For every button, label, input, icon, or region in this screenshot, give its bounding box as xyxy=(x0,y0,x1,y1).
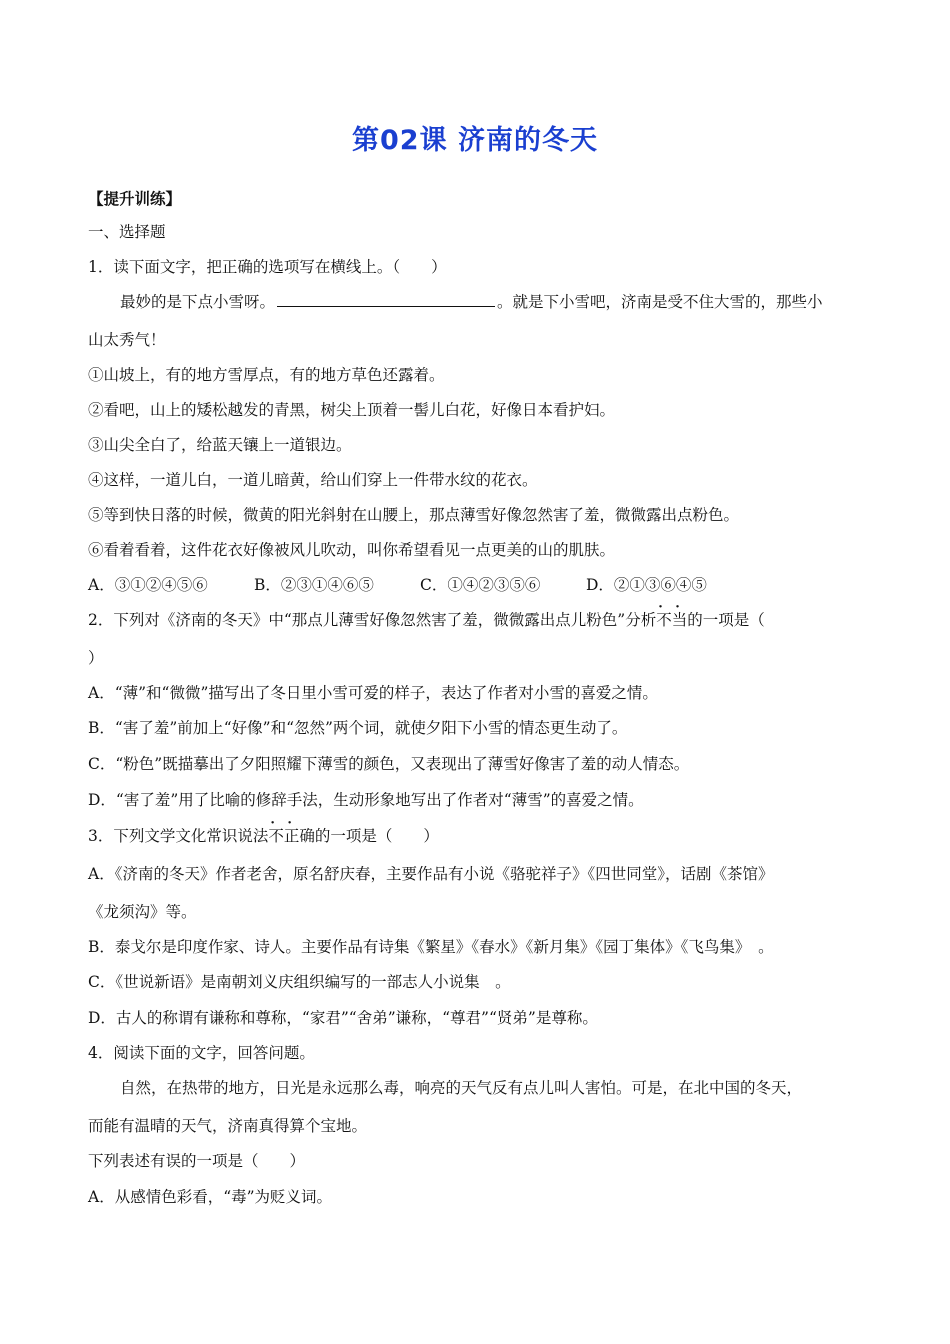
q1-passage-line2: 山太秀气！ xyxy=(88,331,166,349)
q1-item: ①山坡上，有的地方雪厚点，有的地方草色还露着。 xyxy=(88,366,445,384)
q3-stem xyxy=(88,826,439,846)
q1-option-a: A．③①②④⑤⑥ xyxy=(88,576,208,594)
q3-option-b: B．泰戈尔是印度作家、诗人。主要作品有诗集《繁星》《春水》《新月集》《园丁集体》《飞鸟集》 。 xyxy=(88,938,774,956)
q1-option-d: D．②①③⑥④⑤ xyxy=(586,576,707,594)
q4-question: 下列表述有误的一项是（ ） xyxy=(88,1152,306,1170)
q4-passage-line1: 自然，在热带的地方，日光是永远那么毒，响亮的天气反有点儿叫人害怕。可是，在北中国的冬天， xyxy=(120,1079,803,1097)
q2-option-b: B．“害了羞”前加上“好像”和“忽然”两个词，就使夕阳下小雪的情态更生动了。 xyxy=(88,719,628,737)
q2-stem xyxy=(88,610,765,630)
q4-option-a: A．从感情色彩看，“毒”为贬义词。 xyxy=(88,1188,333,1206)
q4-passage-line2: 而能有温晴的天气，济南真得算个宝地。 xyxy=(88,1117,368,1135)
q3-option-c: C．《世说新语》是南朝刘义庆组织编写的一部志人小说集 。 xyxy=(88,973,511,991)
q1-item: ④这样，一道儿白，一道儿暗黄，给山们穿上一件带水纹的花衣。 xyxy=(88,471,538,489)
q3-stem-post: 的一项是（ ） xyxy=(314,827,439,845)
q2-option-c: C．“粉色”既描摹出了夕阳照耀下薄雪的颜色，又表现出了薄雪好像害了羞的动人情态。 xyxy=(88,755,690,773)
q3-emphasis-mark: · · 不正确 xyxy=(268,826,315,846)
q2-stem-line2: ） xyxy=(88,649,104,667)
section-heading: 【提升训练】 xyxy=(88,190,182,208)
q1-passage-after: 。就是下小雪吧，济南是受不住大雪的，那些小 xyxy=(497,293,823,311)
q2-option-d: D．“害了羞”用了比喻的修辞手法，生动形象地写出了作者对“薄雪”的喜爱之情。 xyxy=(88,791,644,809)
q1-passage xyxy=(120,292,823,312)
q2-stem-post: 的一项是（ xyxy=(687,611,765,629)
q1-item: ③山尖全白了，给蓝天镶上一道银边。 xyxy=(88,436,352,454)
q2-option-a: A．“薄”和“微微”描写出了冬日里小雪可爱的样子，表达了作者对小雪的喜爱之情。 xyxy=(88,684,658,702)
q3-stem-pre: 3．下列文学文化常识说法 xyxy=(88,827,269,845)
q1-answer-blank[interactable] xyxy=(277,292,495,307)
q1-item: ⑥看着看着，这件花衣好像被风儿吹动，叫你希望看见一点更美的山的肌肤。 xyxy=(88,541,616,559)
q1-item: ②看吧，山上的矮松越发的青黑，树尖上顶着一髻儿白花，好像日本看护妇。 xyxy=(88,401,616,419)
q2-emphasis-mark: · · 不当 xyxy=(656,610,687,630)
q2-stem-pre: 2．下列对《济南的冬天》中“那点儿薄雪好像忽然害了羞，微微露出点儿粉色”分析 xyxy=(88,611,657,629)
q1-option-c: C．①④②③⑤⑥ xyxy=(420,576,541,594)
q1-stem: 1．读下面文字，把正确的选项写在横线上。（ ） xyxy=(88,258,447,276)
q3-option-a-cont: 《龙须沟》等。 xyxy=(88,903,197,921)
page-title: 第02课 济南的冬天 xyxy=(352,125,598,156)
part-heading: 一、选择题 xyxy=(88,223,166,241)
q1-item: ⑤等到快日落的时候，微黄的阳光斜射在山腰上，那点薄雪好像忽然害了羞，微微露出点粉色。 xyxy=(88,506,740,524)
q4-stem: 4．阅读下面的文字，回答问题。 xyxy=(88,1044,315,1062)
q1-options xyxy=(88,575,707,595)
q3-option-d: D．古人的称谓有谦称和尊称，“家君”“舍弟”谦称，“尊君”“贤弟”是尊称。 xyxy=(88,1009,598,1027)
q1-option-b: B．②③①④⑥⑤ xyxy=(254,576,374,594)
q3-option-a: A．《济南的冬天》作者老舍，原名舒庆春，主要作品有小说《骆驼祥子》《四世同堂》，话剧《茶馆》 xyxy=(88,865,774,883)
q1-passage-before: 最妙的是下点小雪呀。 xyxy=(120,293,276,311)
